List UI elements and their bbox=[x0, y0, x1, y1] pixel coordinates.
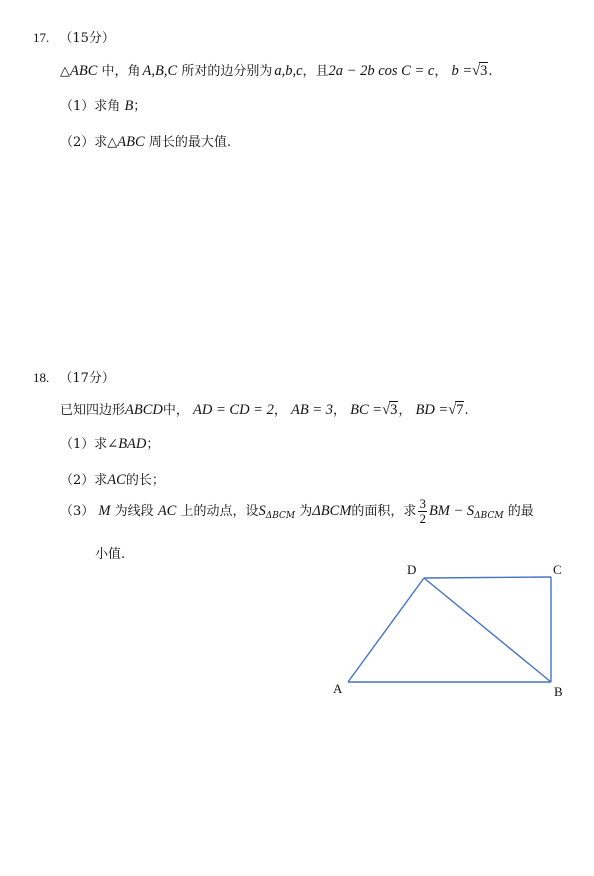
q18-text: 已知四边形 bbox=[60, 403, 126, 418]
q17-part1 bbox=[60, 95, 146, 115]
q18-end: . bbox=[464, 403, 469, 418]
q17-part1-var: B bbox=[124, 98, 134, 114]
q17-part2-text: 求△ bbox=[94, 135, 118, 150]
q17-part2-end: 周长的最大值. bbox=[148, 135, 231, 150]
segment-da bbox=[348, 578, 424, 682]
q18-part3 bbox=[60, 496, 534, 528]
segment-db bbox=[424, 578, 551, 682]
q18-part1 bbox=[60, 433, 159, 453]
q18-part3-continuation: 小值. bbox=[95, 547, 126, 562]
q18-part3-ac: AC bbox=[157, 503, 177, 519]
q18-ab-eq: AB = 3 bbox=[290, 402, 333, 418]
q17-statement bbox=[60, 60, 493, 80]
q17-text: 中，角 bbox=[101, 64, 141, 79]
vertex-label-a: A bbox=[333, 681, 343, 696]
q18-bc-sqrt-value: 3 bbox=[390, 402, 398, 418]
q18-bc-eq: BC = bbox=[350, 402, 383, 418]
q18-comma3: ， bbox=[398, 403, 412, 418]
q17-triangle-name: ABC bbox=[70, 63, 98, 79]
q18-part3-s2-sub: ΔBCM bbox=[474, 511, 504, 521]
q17-b-eq: b = bbox=[451, 63, 473, 79]
vertex-label-b: B bbox=[554, 684, 563, 699]
q17-angles: A,B,C bbox=[142, 63, 178, 79]
q18-part2-text: 求 bbox=[94, 473, 108, 488]
q18-part2-var: AC bbox=[107, 472, 126, 488]
q18-header bbox=[33, 367, 115, 386]
vertex-label-d: D bbox=[407, 562, 417, 577]
q18-bd-sqrt-value: 7 bbox=[456, 402, 464, 418]
q18-number: 18. bbox=[33, 370, 50, 385]
q18-part1-end: ； bbox=[146, 437, 160, 452]
q18-part3-s-sub: ΔBCM bbox=[265, 511, 296, 521]
figure-lines bbox=[348, 577, 551, 682]
fraction-numerator: 3 bbox=[419, 496, 426, 511]
q18-part3-text5: 的最 bbox=[507, 504, 534, 519]
q18-ad-eq: AD = CD = 2 bbox=[193, 402, 274, 418]
q18-part3-bm: BM − S bbox=[428, 503, 475, 519]
q18-statement bbox=[60, 399, 469, 419]
triangle-symbol: △ bbox=[60, 64, 70, 79]
q18-part1-label: （1） bbox=[60, 437, 95, 452]
q17-sides: a,b,c bbox=[274, 63, 303, 79]
q18-part3-text1: 为线段 bbox=[114, 504, 154, 519]
q18-comma1: ， bbox=[273, 403, 287, 418]
q17-sqrt: √3 bbox=[472, 63, 488, 79]
q17-end: . bbox=[488, 64, 493, 79]
segment-dc bbox=[424, 577, 551, 578]
q18-comma2: ， bbox=[332, 403, 346, 418]
q18-part3-text3: 为 bbox=[299, 504, 313, 519]
q18-part3-fraction bbox=[418, 497, 427, 526]
q18-points: （17分） bbox=[59, 371, 115, 386]
q18-part2-label: （2） bbox=[60, 473, 95, 488]
q17-number: 17. bbox=[33, 30, 50, 45]
q18-text2: 中， bbox=[162, 403, 189, 418]
q18-part3-tri: ΔBCM bbox=[312, 503, 352, 519]
q18-bd-eq: BD = bbox=[415, 402, 449, 418]
q17-header bbox=[33, 27, 115, 46]
q17-part2-var: ABC bbox=[117, 134, 145, 150]
q18-part3-text2: 上的动点，设 bbox=[180, 504, 259, 519]
q18-part2 bbox=[60, 469, 165, 489]
q18-part3-label: （3） bbox=[60, 504, 95, 519]
q17-equation: 2a − 2b cos C = c bbox=[328, 63, 435, 79]
q18-bc-sqrt: √3 bbox=[382, 402, 398, 418]
q17-part1-label: （1） bbox=[60, 99, 95, 114]
q17-points: （15分） bbox=[59, 31, 115, 46]
q18-part1-var: BAD bbox=[118, 436, 147, 452]
q17-text2: 所对的边分别为 bbox=[181, 64, 273, 79]
q18-bd-sqrt: √7 bbox=[448, 402, 464, 418]
q17-part1-end: ； bbox=[133, 99, 147, 114]
q17-part1-text: 求角 bbox=[94, 99, 121, 114]
q17-part2-label: （2） bbox=[60, 135, 95, 150]
vertex-label-c: C bbox=[553, 562, 562, 577]
q18-quad-name: ABCD bbox=[125, 402, 163, 418]
q18-part1-text: 求∠ bbox=[94, 437, 119, 452]
q18-part2-end: 的长； bbox=[125, 473, 165, 488]
q17-part2 bbox=[60, 131, 231, 151]
q18-part3-s: S bbox=[258, 503, 266, 519]
q17-comma: ，且 bbox=[302, 64, 329, 79]
fraction-denominator: 2 bbox=[419, 511, 426, 526]
q18-part3-m: M bbox=[98, 503, 111, 519]
q17-comma2: ， bbox=[434, 64, 448, 79]
q17-sqrt-value: 3 bbox=[480, 63, 488, 79]
q18-part3-text4: 的面积，求 bbox=[351, 504, 417, 519]
